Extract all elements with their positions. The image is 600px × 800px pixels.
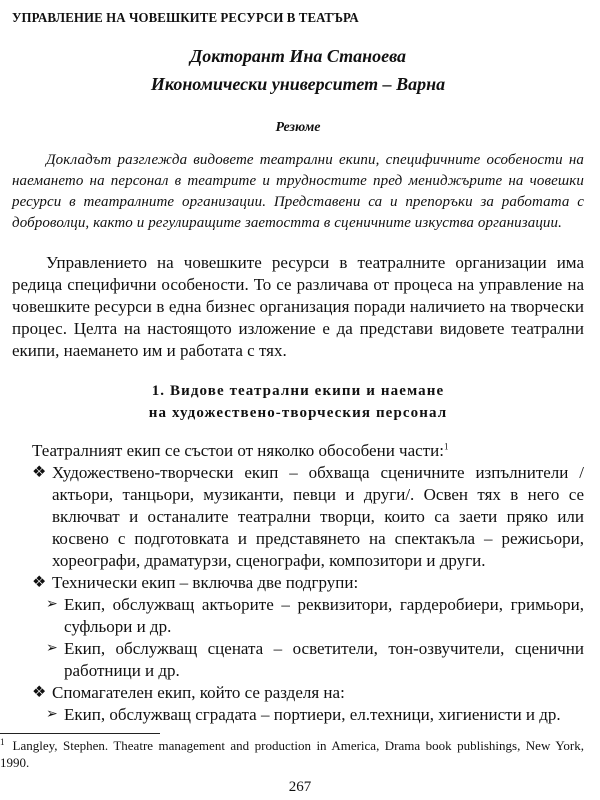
list-item-artistic-team <box>12 462 584 572</box>
arrow-bullet-icon: ➢ <box>46 597 58 612</box>
sub-item-actor-crew <box>12 594 584 638</box>
running-header: УПРАВЛЕНИЕ НА ЧОВЕШКИТЕ РЕСУРСИ В ТЕАТЪРА <box>12 11 359 26</box>
footnote-mark: 1 <box>0 736 5 747</box>
section-heading-line-2: на художествено-творческия персонал <box>148 405 448 421</box>
team-intro-line <box>12 440 584 462</box>
list-item-technical-team <box>12 572 584 682</box>
diamond-bullet-icon: ❖ <box>32 464 47 481</box>
footnote <box>0 737 584 771</box>
section-heading-line-1: 1. Видове театрални екипи и наемане <box>151 383 445 399</box>
arrow-bullet-icon: ➢ <box>46 641 58 656</box>
list-item-support-team <box>12 682 584 726</box>
intro-paragraph: Управлението на човешките ресурси в театралните организации има редица специфични особености. То се различава от процеса на управление на човешките ресурси в една бизнес организация поради наличието на творчески процес. Целта на настоящото изложение е да представи видовете театрални екипи, наемането им и работата с тях. <box>12 253 584 360</box>
sub-item-text: Екип, обслужващ сградата – портиери, ел.техници, хигиенисти и др. <box>64 705 561 724</box>
abstract-heading: Резюме <box>275 120 321 135</box>
footnote-reference: 1 <box>443 441 449 452</box>
support-subgroups <box>46 704 584 726</box>
footnote-divider <box>0 733 160 734</box>
technical-subgroups <box>46 594 584 682</box>
author-name: Докторант Ина Станоева <box>189 46 407 66</box>
team-list <box>12 462 584 726</box>
team-intro-text: Театралният екип се състои от няколко обособени части: <box>32 441 444 460</box>
diamond-bullet-icon: ❖ <box>32 684 47 701</box>
list-item-text: Художествено-творчески екип – обхваща сценичните изпълнители /актьори, танцьори, музиканти, певци и други/. Освен тях в него се включват и останалите театрални творци, които са заети пряко или косвено с подготовката и представянето на спектакъла – режисьори, хореографи, драматурзи, сценографи, композитори и други. <box>52 463 584 570</box>
footnote-text: Langley, Stephen. Theatre management and production in America, Drama book publishings, New York, 1990. <box>0 738 584 770</box>
arrow-bullet-icon: ➢ <box>46 707 58 722</box>
sub-item-text: Екип, обслужващ актьорите – реквизитори, гардеробиери, гримьори, суфльори и др. <box>64 595 584 636</box>
sub-item-stage-crew <box>12 638 584 682</box>
sub-item-text: Екип, обслужващ сцената – осветители, тон-озвучители, сценични работници и др. <box>64 639 584 680</box>
page-number: 267 <box>288 779 312 795</box>
abstract-text: Докладът разглежда видовете театрални екипи, специфичните особености на наемането на персонал в театрите и трудностите пред мениджърите на човешки ресурси в театралните организации. Представени са и препоръки за работата с доброволци, както и регулиращите заетостта в сценичните изкуства организации. <box>12 152 584 231</box>
list-item-text: Технически екип – включва две подгрупи: <box>52 573 359 592</box>
section-heading <box>12 380 584 424</box>
author-affiliation: Икономически университет – Варна <box>150 74 446 94</box>
list-item-text: Спомагателен екип, който се разделя на: <box>52 683 345 702</box>
diamond-bullet-icon: ❖ <box>32 574 47 591</box>
sub-item-building-crew <box>12 704 584 726</box>
